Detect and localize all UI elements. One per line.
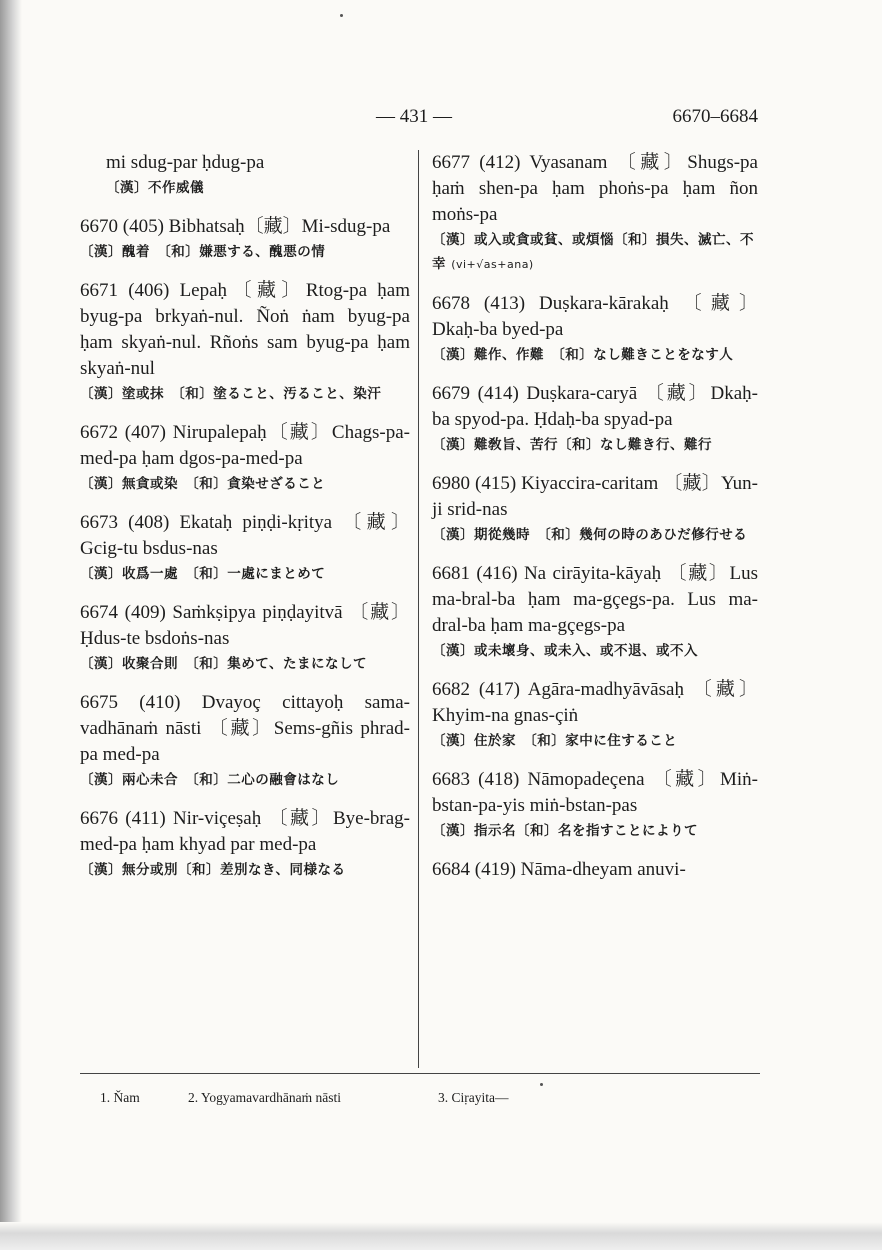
entry-head: 6980 (415) Kiyaccira-caritam 〔藏〕Yun-ji srid-nas <box>432 473 758 520</box>
entry-gloss: 〔漢〕無貪或染 〔和〕貪染せざること <box>80 476 326 492</box>
entry <box>80 420 410 496</box>
entry-head: 6677 (412) Vyasanam 〔藏〕Shugs-pa ḥaṁ shen-pa ḥam phoṅs-pa ḥam ñon moṅs-pa <box>432 152 758 225</box>
entry-gloss: 〔漢〕無分或別〔和〕差別なき、同様なる <box>80 862 346 878</box>
entry-gloss: 〔漢〕難作、作難 〔和〕なし難きことをなす人 <box>432 347 734 363</box>
entry <box>80 600 410 676</box>
entry-head: 6673 (408) Ekataḥ piṇḍi-kṛitya 〔藏〕Gcig-tu bsdus-nas <box>80 512 410 559</box>
page-number: — 431 — <box>376 106 452 127</box>
entry-head: mi sdug-par ḥdug-pa <box>106 152 265 173</box>
entry <box>80 510 410 586</box>
entry-gloss-text: 〔漢〕或入或貪或貧、或煩惱〔和〕損失、滅亡、不幸 <box>432 232 754 272</box>
entry <box>432 471 758 547</box>
entry-gloss <box>432 228 758 277</box>
footnote: 1. Ňam <box>100 1090 140 1105</box>
column-divider <box>418 150 419 1068</box>
entry-head: 6671 (406) Lepaḥ〔藏〕Rtog-pa ḥam byug-pa brkyaṅ-nul. Ñoṅ ṅam byug-pa ḥam skyaṅ-nul. Rñoṅs sam byug-pa ḥam skyaṅ-nul <box>80 280 410 379</box>
entry-head: 6684 (419) Nāma-dheyam anuvi- <box>432 859 686 880</box>
entry-gloss: 〔漢〕醜着 〔和〕嫌悪する、醜悪の情 <box>80 244 326 260</box>
entry-head: 6679 (414) Duṣkara-caryā 〔藏〕Dkaḥ-ba spyod-pa. Ḥdaḥ-ba spyad-pa <box>432 383 758 430</box>
entry <box>80 214 410 264</box>
entry-gloss: 〔漢〕指示名〔和〕名を指すことによりて <box>432 823 698 839</box>
page-spine-shadow <box>0 0 22 1250</box>
entry <box>432 767 758 843</box>
entry-head: 6681 (416) Na cirāyita-kāyaḥ 〔藏〕Lus ma-bral-ba ḥam ma-gçegs-pa. Lus ma-dral-ba ḥam ma-gçegs-pa <box>432 563 758 636</box>
speck <box>340 14 343 17</box>
entry-head: 6678 (413) Duṣkara-kārakaḥ 〔藏〕Dkaḥ-ba byed-pa <box>432 293 758 340</box>
footnote-rule <box>80 1073 760 1074</box>
entry-head: 6672 (407) Nirupalepaḥ〔藏〕Chags-pa-med-pa ḥam dgos-pa-med-pa <box>80 422 410 469</box>
entry <box>80 806 410 882</box>
entry-head: 6676 (411) Nir-viçeṣaḥ 〔藏〕Bye-brag-med-pa ḥam khyad par med-pa <box>80 808 410 855</box>
entry-head: 6670 (405) Bibhatsaḥ〔藏〕Mi-sdug-pa <box>80 216 391 237</box>
entry <box>432 381 758 457</box>
entry-head: 6682 (417) Agāra-madhyāvāsaḥ 〔藏〕Khyim-na gnas-çiṅ <box>432 679 758 726</box>
entry <box>80 278 410 406</box>
entry-range: 6670–6684 <box>672 106 758 127</box>
entry <box>432 291 758 367</box>
entry <box>80 150 410 200</box>
entry <box>432 561 758 663</box>
speck <box>540 1083 543 1086</box>
entry-gloss: 〔漢〕塗或抹 〔和〕塗ること、汚ること、染汗 <box>80 386 382 402</box>
entry <box>432 677 758 753</box>
entry-gloss: 〔漢〕不作威儀 <box>106 180 204 196</box>
entry-gloss: 〔漢〕兩心未合 〔和〕二心の融會はなし <box>80 772 340 788</box>
entry-gloss: 〔漢〕收爲一處 〔和〕一處にまとめて <box>80 566 326 582</box>
entry-gloss: 〔漢〕住於家 〔和〕家中に住すること <box>432 733 678 749</box>
left-column <box>80 150 410 896</box>
footnote: 3. Ciṛayita— <box>438 1090 509 1105</box>
entry-gloss: 〔漢〕或未壞身、或未入、或不退、或不入 <box>432 643 698 659</box>
entry-gloss: 〔漢〕收聚合則 〔和〕集めて、たまになして <box>80 656 367 672</box>
entry <box>432 150 758 277</box>
entry-gloss: 〔漢〕期從幾時 〔和〕幾何の時のあひだ修行せる <box>432 527 748 543</box>
entry-head: 6683 (418) Nāmopadeçena 〔藏〕Miṅ-bstan-pa-yis miṅ-bstan-pas <box>432 769 758 816</box>
page-bottom-edge <box>0 1222 882 1250</box>
entry <box>80 690 410 792</box>
entry-etymology: (vi+√as+ana) <box>451 258 534 271</box>
right-column <box>432 150 758 897</box>
entry-gloss: 〔漢〕難敎旨、苦行〔和〕なし難き行、難行 <box>432 437 712 453</box>
entry <box>432 857 758 883</box>
entry-head: 6675 (410) Dvayoç cittayoḥ sama-vadhānaṁ nāsti 〔藏〕Sems-gñis phrad-pa med-pa <box>80 692 410 765</box>
footnote: 2. Yogyamavardhānaṁ nāsti <box>188 1090 341 1105</box>
entry-head: 6674 (409) Saṁkṣipya piṇḍayitvā 〔藏〕Ḥdus-te bsdoṅs-nas <box>80 602 410 649</box>
